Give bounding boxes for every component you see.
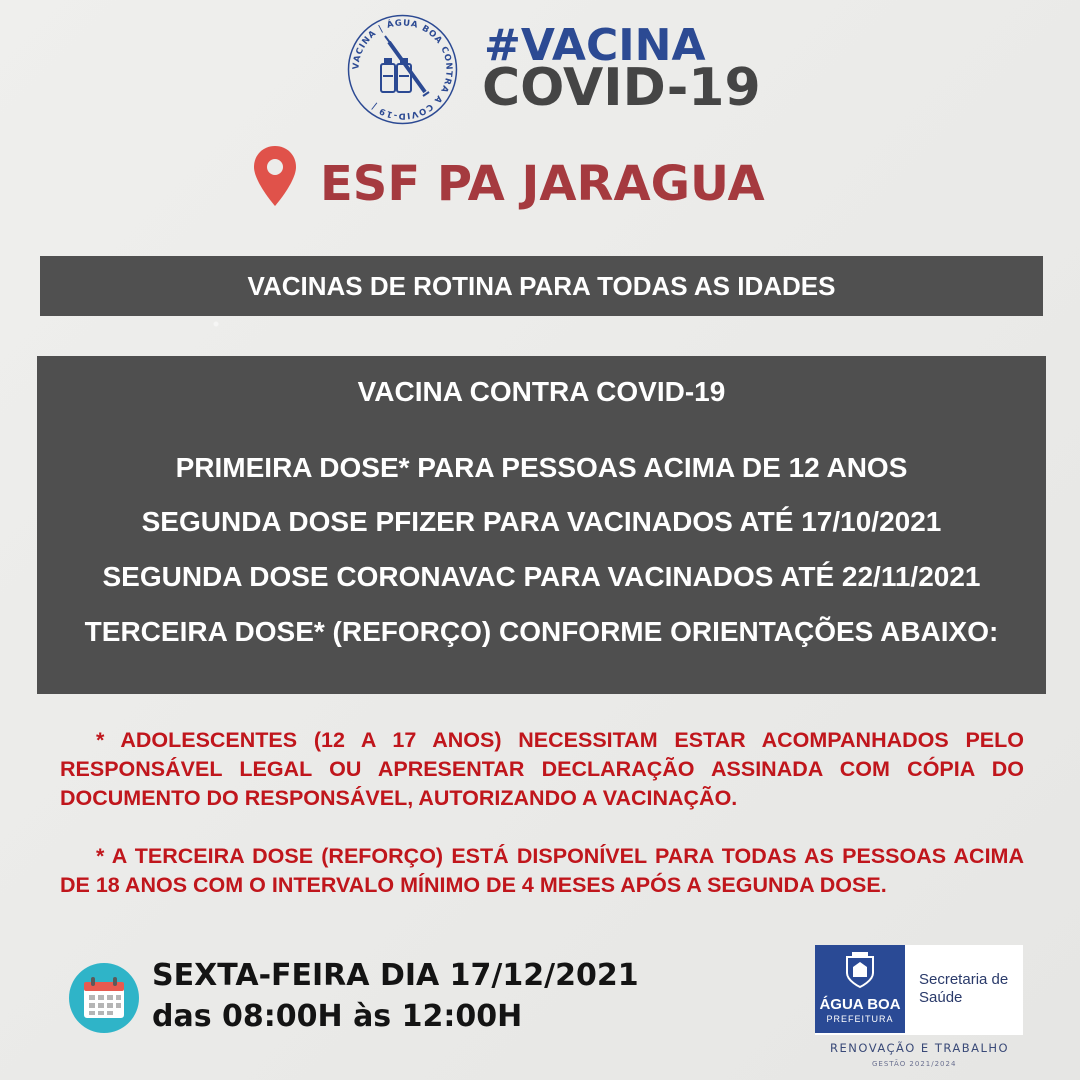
first-dose-line: PRIMEIRA DOSE* PARA PESSOAS ACIMA DE 12 ANOS xyxy=(175,452,908,483)
saude-label: Saúde xyxy=(919,989,963,1006)
calendar-icon xyxy=(68,962,140,1034)
seal-text: VACINA | ÁGUA BOA CONTRA A COVID-19 | xyxy=(351,18,454,121)
prefeitura-logo-block xyxy=(815,945,905,1033)
covid-vaccine-box xyxy=(37,356,1046,694)
campaign-title: COVID-19 xyxy=(482,58,761,118)
schedule-date: SEXTA-FEIRA DIA 17/12/2021 xyxy=(152,958,639,993)
prefeitura-logo xyxy=(815,945,1023,1035)
adolescents-note: * ADOLESCENTES (12 A 17 ANOS) NECESSITAM ESTAR ACOMPANHADOS PELO RESPONSÁVEL LEGAL OU APRESENTAR DECLARAÇÃO ASSINADA COM CÓPIA DO DOCUMENTO DO RESPONSÁVEL, AUTORIZANDO A VACINAÇÃO. xyxy=(60,728,1024,810)
second-dose-coronavac-line: SEGUNDA DOSE CORONAVAC PARA VACINADOS ATÉ 22/11/2021 xyxy=(102,561,981,592)
booster-note: * A TERCEIRA DOSE (REFORÇO) ESTÁ DISPONÍVEL PARA TODAS AS PESSOAS ACIMA DE 18 ANOS COM O INTERVALO MÍNIMO DE 4 MESES APÓS A SEGUNDA DOSE. xyxy=(60,844,1024,897)
third-dose-line: TERCEIRA DOSE* (REFORÇO) CONFORME ORIENTAÇÕES ABAIXO: xyxy=(84,616,999,647)
hashtag-title: #VACINA xyxy=(484,20,706,71)
map-pin-icon xyxy=(252,144,298,210)
campaign-seal xyxy=(345,12,460,127)
svg-text:VACINA | ÁGUA BOA CONTRA A COV xyxy=(351,17,453,120)
box-title: VACINA CONTRA COVID-19 xyxy=(357,376,726,407)
secretaria-label: Secretaria de xyxy=(919,971,1009,988)
city-name: ÁGUA BOA xyxy=(819,996,901,1013)
city-crest-icon xyxy=(843,951,877,989)
second-dose-pfizer-line: SEGUNDA DOSE PFIZER PARA VACINADOS ATÉ 17/10/2021 xyxy=(141,506,942,537)
gestao-label: GESTÃO 2021/2024 xyxy=(872,1060,957,1068)
prefeitura-label: PREFEITURA xyxy=(826,1014,894,1024)
schedule-hours: das 08:00H às 12:00H xyxy=(152,999,523,1034)
routine-vaccines-banner: VACINAS DE ROTINA PARA TODAS AS IDADES xyxy=(40,256,1043,316)
slogan: RENOVAÇÃO E TRABALHO xyxy=(830,1041,1010,1055)
location-name: ESF PA JARAGUA xyxy=(320,156,765,212)
